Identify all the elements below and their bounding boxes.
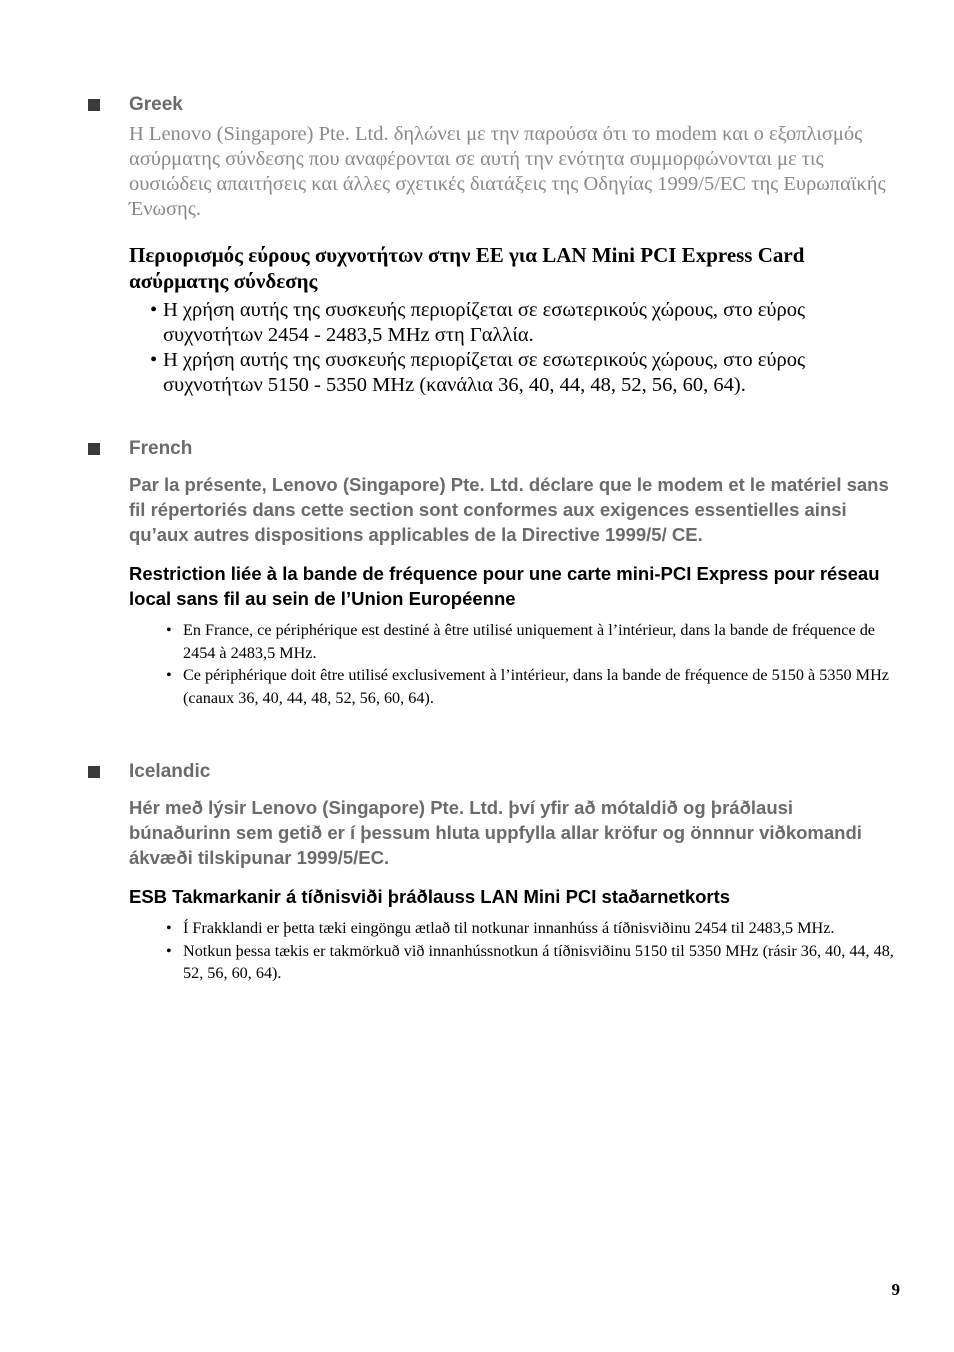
section-header <box>88 761 898 787</box>
section-title: Greek <box>129 94 183 115</box>
square-bullet-icon <box>88 443 100 455</box>
subheading: Restriction liée à la bande de fréquence pour une carte mini-PCI Express pour réseau local sans fil au sein de l’Union Européenne <box>129 563 880 609</box>
section-header <box>88 94 898 120</box>
bullet-list <box>129 917 898 985</box>
list-item: • Notkun þessa tækis er takmörkuð við innanhússnotkun á tíðnisviðinu 5150 til 5350 MHz (rásir 36, 40, 44, 48, 52, 56, 60, 64). <box>183 940 898 985</box>
section-header <box>88 438 898 464</box>
section-french <box>88 438 898 709</box>
declaration-text: Η Lenovo (Singapore) Pte. Ltd. δηλώνει με την παρούσα ότι το modem και ο εξοπλισμός ασύρματης σύνδεσης που αναφέρονται σε αυτή την ενότητα συμμορφώνονται με τις ουσιώδεις απαιτήσεις και άλλες σχετικές διατάξεις της Οδηγίας 1999/5/EC της Ευρωπαϊκής Ένωσης. <box>129 123 886 220</box>
section-title: French <box>129 438 193 459</box>
square-bullet-icon <box>88 766 100 778</box>
declaration-text: Par la présente, Lenovo (Singapore) Pte. Ltd. déclare que le modem et le matériel sans fil répertoriés dans cette section sont conformes aux exigences essentielles ainsi qu’aux autres dispositions applicables de la Directive 1999/5/ CE. <box>129 474 889 545</box>
subheading: ESB Takmarkanir á tíðnisviði þráðlauss LAN Mini PCI staðarnetkorts <box>129 886 731 907</box>
list-item: • Ce périphérique doit être utilisé exclusivement à l’intérieur, dans la bande de fréquence de 5150 à 5350 MHz (canaux 36, 40, 44, 48, 52, 56, 60, 64). <box>183 664 898 709</box>
section-icelandic <box>88 761 898 985</box>
list-item: • Η χρήση αυτής της συσκευής περιορίζεται σε εσωτερικούς χώρους, στο εύρος συχνοτήτων 5150 - 5350 MHz (κανάλια 36, 40, 44, 48, 52, 56, 60, 64). <box>163 348 898 398</box>
list-item: • Í Frakklandi er þetta tæki eingöngu ætlað til notkunar innanhúss á tíðnisviðinu 2454 til 2483,5 MHz. <box>183 917 898 940</box>
section-greek <box>88 94 898 398</box>
declaration-text: Hér með lýsir Lenovo (Singapore) Pte. Ltd. því yfir að mótaldið og þráðlausi búnaðurinn sem getið er í þessum hluta uppfylla allar kröfur og önnnur viðkomandi ákvæði tilskipunar 1999/5/EC. <box>129 797 862 868</box>
subheading: Περιορισμός εύρους συχνοτήτων στην ΕΕ για LAN Mini PCI Express Card ασύρματης σύνδεσης <box>129 243 805 293</box>
bullet-list <box>129 298 898 398</box>
bullet-list <box>129 619 898 709</box>
list-item: • En France, ce périphérique est destiné à être utilisé uniquement à l’intérieur, dans la bande de fréquence de 2454 à 2483,5 MHz. <box>183 619 898 664</box>
list-item: • Η χρήση αυτής της συσκευής περιορίζεται σε εσωτερικούς χώρους, στο εύρος συχνοτήτων 2454 - 2483,5 MHz στη Γαλλία. <box>163 298 898 348</box>
square-bullet-icon <box>88 99 100 111</box>
page-number: 9 <box>891 1280 900 1299</box>
section-title: Icelandic <box>129 761 211 782</box>
